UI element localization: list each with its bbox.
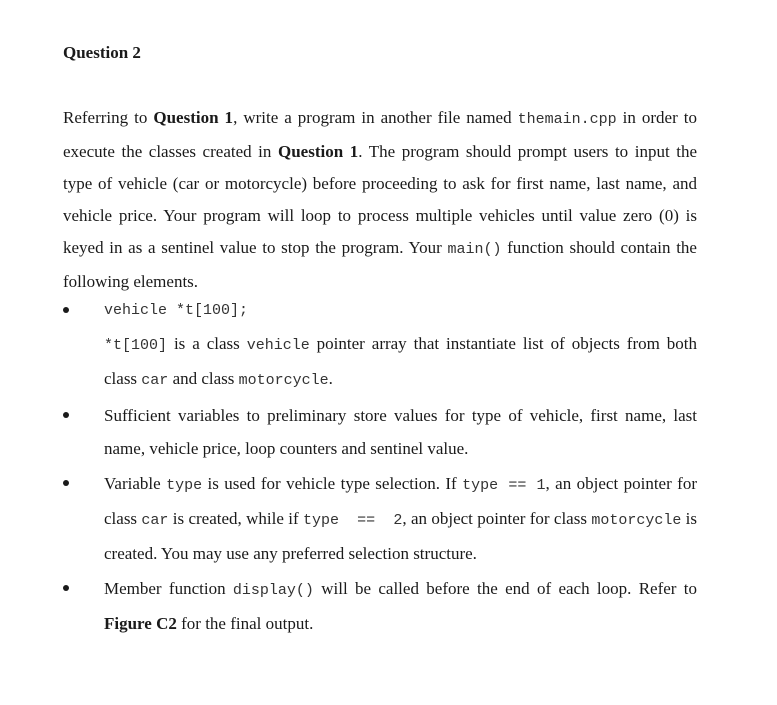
declaration-code: vehicle *t[100]; xyxy=(104,302,249,319)
pointer-code: *t[100] xyxy=(104,337,168,354)
bullet-icon xyxy=(63,480,69,486)
question-title: Question 2 xyxy=(63,43,141,62)
condition-code: type == 2 xyxy=(302,512,403,529)
filename-code: themain.cpp xyxy=(517,111,617,128)
list-item xyxy=(63,572,697,640)
class-code: car xyxy=(141,512,169,529)
item-text: is created, while if xyxy=(168,509,303,528)
class-code: motorcycle xyxy=(591,512,682,529)
intro-text: in order to execute the classes created in xyxy=(63,108,697,161)
intro-text: . The program should prompt users to input the type of vehicle (car or motorcycle) before proceeding to ask for first name, last name, and vehicle price. Your program will loop to process multiple vehicles until value zero (0) is keyed in as a sentinel value to stop the program. Your xyxy=(63,142,698,257)
condition-code: type == 1 xyxy=(462,477,546,494)
item-text: . xyxy=(328,369,333,388)
intro-text: , write a program in another file named xyxy=(233,108,518,127)
item-text: is a class xyxy=(167,334,247,353)
list-item xyxy=(63,294,697,397)
function-code: display() xyxy=(232,582,314,599)
bullet-icon xyxy=(63,307,69,313)
variable-code: type xyxy=(166,477,203,494)
item-text: and class xyxy=(168,369,239,388)
item-text: pointer array that instantiate list of objects from both class xyxy=(104,334,697,388)
intro-text: Referring to xyxy=(63,108,154,127)
item-text: , an object pointer for class xyxy=(402,509,592,528)
bullet-icon xyxy=(63,585,69,591)
item-text: Variable xyxy=(104,474,167,493)
item-text: Member function xyxy=(104,579,233,598)
figure-ref: Figure C2 xyxy=(104,614,177,633)
list-item xyxy=(63,399,697,465)
class-code: car xyxy=(141,372,169,389)
item-text: will be called before the end of each loop. Refer to xyxy=(313,579,697,598)
item-text: Sufficient variables to preliminary store values for type of vehicle, first name, last name, vehicle price, loop counters and sentinel value. xyxy=(104,406,697,458)
item-text: , an object pointer for class xyxy=(104,474,697,528)
question-ref: Question 1 xyxy=(277,142,359,161)
intro-paragraph xyxy=(63,102,697,298)
list-item xyxy=(63,467,697,570)
bullet-icon xyxy=(63,412,69,418)
item-text: for the final output. xyxy=(176,614,314,633)
class-code: motorcycle xyxy=(238,372,329,389)
item-text: is created. You may use any preferred selection structure. xyxy=(104,509,698,563)
item-text: is used for vehicle type selection. If xyxy=(202,474,463,493)
requirements-list xyxy=(63,294,697,642)
class-code: vehicle xyxy=(246,337,310,354)
main-function-code: main() xyxy=(447,241,502,258)
intro-text: function should contain the following elements. xyxy=(63,238,697,291)
question-ref: Question 1 xyxy=(153,108,234,127)
